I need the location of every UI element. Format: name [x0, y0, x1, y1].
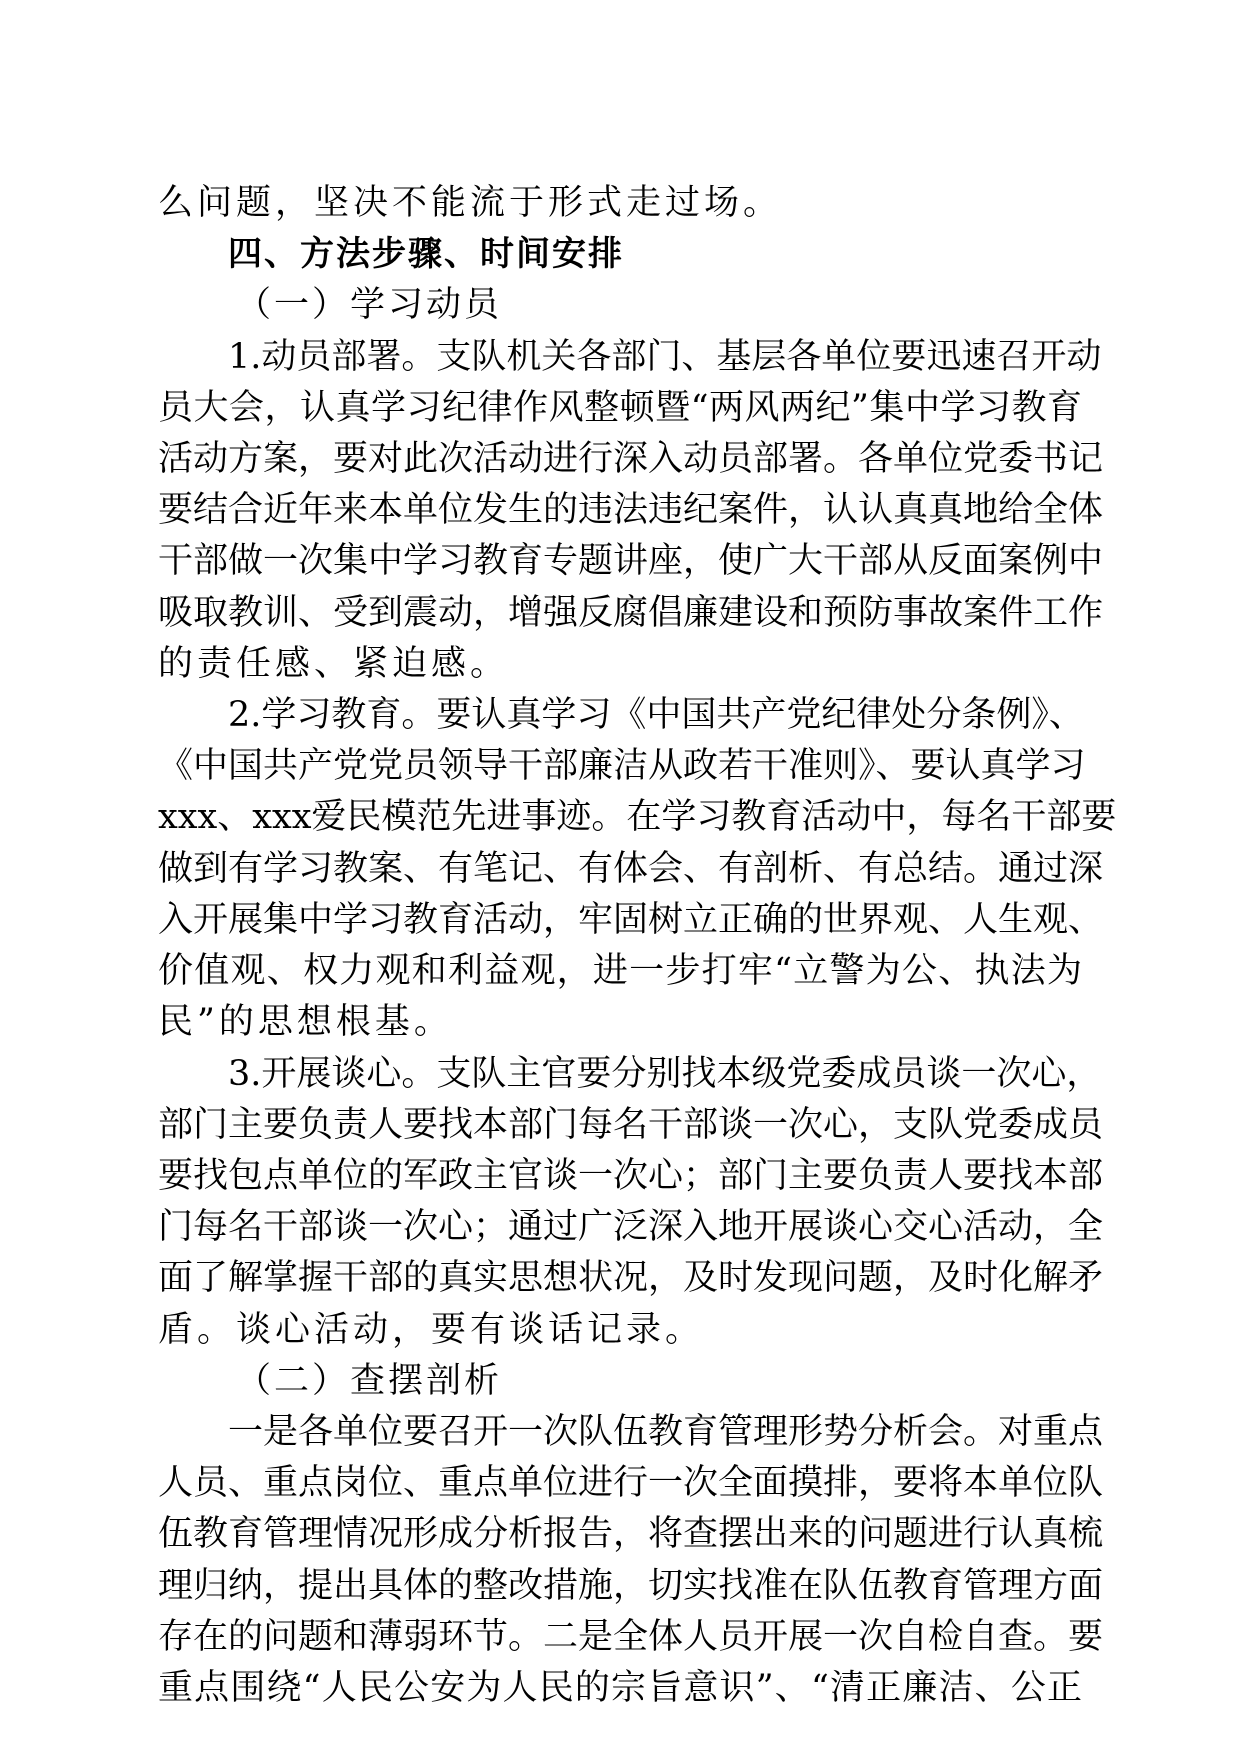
section-heading: 四、方法步骤、时间安排 — [228, 234, 624, 274]
paragraph-line: 理归纳，提出具体的整改措施，切实找准在队伍教育管理方面 — [158, 1566, 1104, 1606]
paragraph-line: 1.动员部署。支队机关各部门、基层各单位要迅速召开动 — [228, 337, 1102, 377]
paragraph-line: 2.学习教育。要认真学习《中国共产党纪律处分条例》、 — [228, 695, 1084, 735]
paragraph-line: 伍教育管理情况形成分析报告，将查摆出来的问题进行认真梳 — [158, 1514, 1104, 1554]
subsection-heading: （二）查摆剖析 — [236, 1361, 503, 1401]
paragraph-line: 部门主要负责人要找本部门每名干部谈一次心，支队党委成员 — [158, 1105, 1104, 1145]
paragraph-line: 人员、重点岗位、重点单位进行一次全面摸排，要将本单位队 — [158, 1463, 1104, 1503]
paragraph-line: 要找包点单位的军政主官谈一次心；部门主要负责人要找本部 — [158, 1156, 1104, 1196]
paragraph-line: 《中国共产党党员领导干部廉洁从政若干准则》、要认真学习 — [158, 746, 1086, 786]
paragraph-line: 存在的问题和薄弱环节。二是全体人员开展一次自检自查。要 — [158, 1617, 1104, 1657]
paragraph-line: 做到有学习教案、有笔记、有体会、有剖析、有总结。通过深 — [158, 849, 1104, 889]
paragraph-line: 面了解掌握干部的真实思想状况，及时发现问题，及时化解矛 — [158, 1258, 1104, 1298]
paragraph-line: 员大会，认真学习纪律作风整顿暨“两风两纪”集中学习教育 — [158, 388, 1082, 428]
paragraph-line: 门每名干部谈一次心；通过广泛深入地开展谈心交心活动，全 — [158, 1207, 1104, 1247]
document-page — [158, 0, 1117, 1754]
paragraph-line: 一是各单位要召开一次队伍教育管理形势分析会。对重点 — [228, 1412, 1104, 1452]
paragraph-line: 要结合近年来本单位发生的违法违纪案件，认认真真地给全体 — [158, 490, 1104, 530]
paragraph-line: 重点围绕“人民公安为人民的宗旨意识”、“清正廉洁、公正 — [158, 1668, 1082, 1708]
paragraph-line: 3.开展谈心。支队主官要分别找本级党委成员谈一次心， — [228, 1054, 1102, 1094]
paragraph-line: 吸取教训、受到震动，增强反腐倡廉建设和预防事故案件工作 — [158, 593, 1104, 633]
paragraph-line: 民”的思想根基。 — [158, 1002, 453, 1042]
paragraph-line: 盾。谈心活动，要有谈话记录。 — [158, 1310, 705, 1350]
subsection-heading: （一）学习动员 — [236, 285, 503, 325]
paragraph-line: 入开展集中学习教育活动，牢固树立正确的世界观、人生观、 — [158, 900, 1104, 940]
paragraph-line: 么问题，坚决不能流于形式走过场。 — [158, 183, 783, 223]
paragraph-line: 活动方案，要对此次活动进行深入动员部署。各单位党委书记 — [158, 439, 1104, 479]
paragraph-line: xxx、xxx爱民模范先进事迹。在学习教育活动中，每名干部要 — [158, 797, 1117, 837]
paragraph-line: 干部做一次集中学习教育专题讲座，使广大干部从反面案例中 — [158, 541, 1104, 581]
paragraph-line: 的责任感、紧迫感。 — [158, 644, 510, 684]
paragraph-line: 价值观、权力观和利益观，进一步打牢“立警为公、执法为 — [158, 951, 1082, 991]
